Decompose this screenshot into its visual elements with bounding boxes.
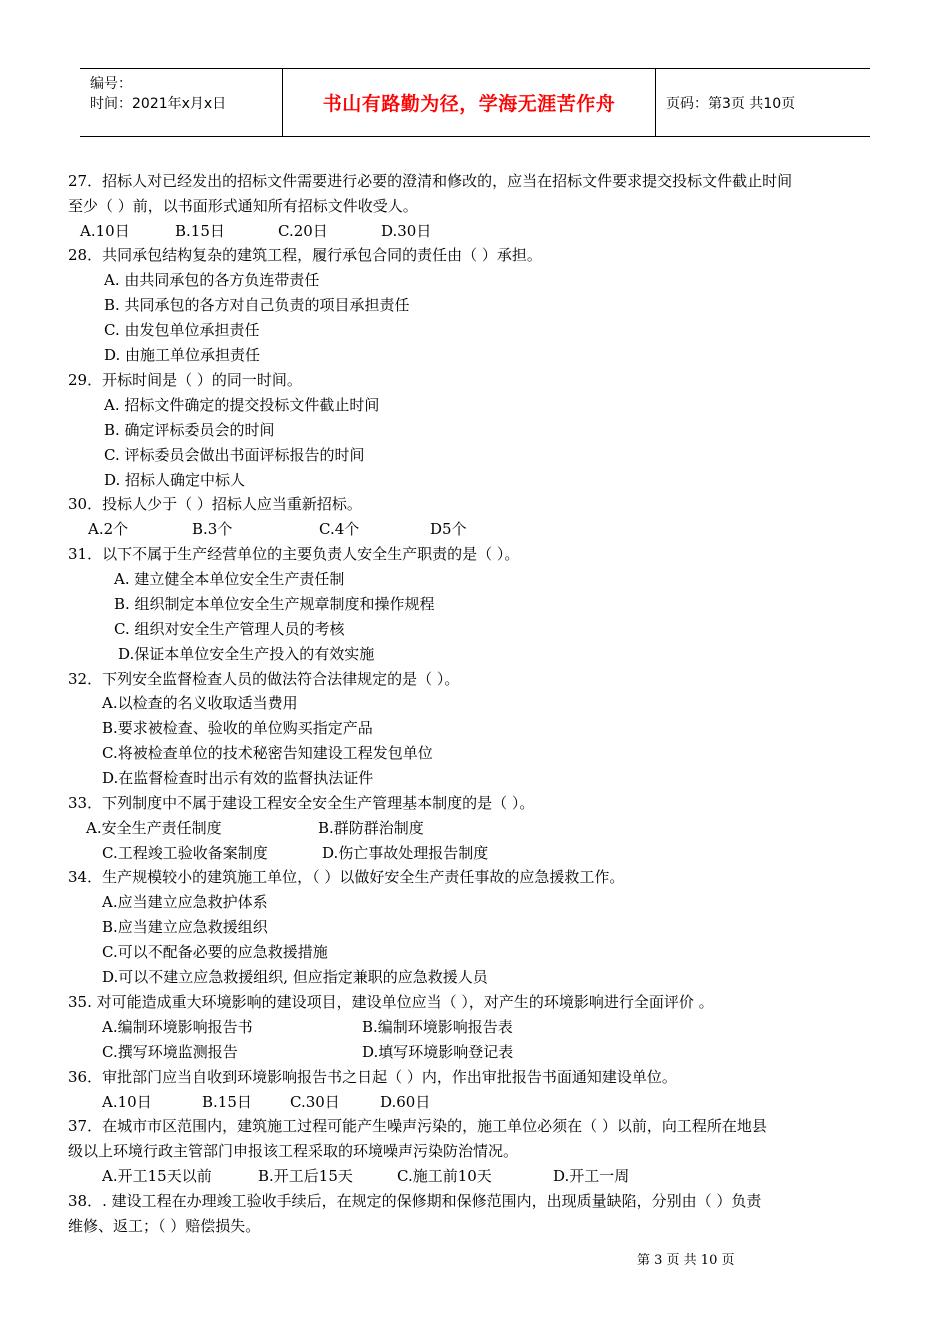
q31-option-b: B. 组织制定本单位安全生产规章制度和操作规程 [114,595,435,613]
q33-option-a: A.安全生产责任制度 [86,819,222,837]
q27-option-b: B.15日 [175,222,225,240]
q31-option-d: D.保证本单位安全生产投入的有效实施 [118,645,375,663]
q36-option-a: A.10日 [102,1093,152,1111]
q34-option-d: D.可以不建立应急救援组织, 但应指定兼职的应急救援人员 [102,968,488,986]
q37-option-a: A.开工15天以前 [102,1167,212,1185]
q34-option-a: A.应当建立应急救护体系 [102,893,268,911]
q33-option-d: D.伤亡事故处理报告制度 [322,844,489,862]
number-label: 编号： [90,76,132,92]
q27-option-c: C.20日 [278,222,328,240]
motto-text: 书山有路勤为径，学海无涯苦作舟 [322,93,616,115]
q37-option-c: C.施工前10天 [397,1167,492,1185]
q28-option-a: A. 由共同承包的各方负连带责任 [104,271,320,289]
q30-option-d: D5个 [430,520,467,538]
q31-option-c: C. 组织对安全生产管理人员的考核 [114,620,345,638]
q36-option-c: C.30日 [290,1093,340,1111]
q34-option-c: C.可以不配备必要的应急救援措施 [102,943,328,961]
q36-stem: 36．审批部门应当自收到环境影响报告书之日起（ ）内，作出审批报告书面通知建设单位。 [68,1068,677,1086]
q32-option-d: D.在监督检查时出示有效的监督执法证件 [102,769,374,787]
q32-option-a: A.以检查的名义收取适当费用 [102,694,298,712]
q29-option-c: C. 评标委员会做出书面评标报告的时间 [104,446,365,464]
q30-stem: 30．投标人少于（ ）招标人应当重新招标。 [68,495,362,513]
q33-option-b: B.群防群治制度 [318,819,424,837]
q33-stem: 33．下列制度中不属于建设工程安全安全生产管理基本制度的是（ ）。 [68,794,535,812]
q36-option-b: B.15日 [202,1093,252,1111]
q29-option-a: A. 招标文件确定的提交投标文件截止时间 [104,396,380,414]
q28-option-b: B. 共同承包的各方对自己负责的项目承担责任 [104,296,410,314]
q32-option-c: C.将被检查单位的技术秘密告知建设工程发包单位 [102,744,433,762]
header-motto-cell [283,69,656,136]
q29-option-d: D. 招标人确定中标人 [104,471,246,489]
time-label: 时间：2021年x月x日 [90,96,227,112]
q34-option-b: B.应当建立应急救援组织 [102,918,268,936]
q28-stem: 28．共同承包结构复杂的建筑工程，履行承包合同的责任由（ ）承担。 [68,246,542,264]
q37-option-d: D.开工一周 [553,1167,630,1185]
q32-stem: 32．下列安全监督检查人员的做法符合法律规定的是（ ）。 [68,670,460,688]
q37-option-b: B.开工后15天 [258,1167,353,1185]
q29-option-b: B. 确定评标委员会的时间 [104,421,275,439]
q32-option-b: B.要求被检查、验收的单位购买指定产品 [102,719,373,737]
q27-option-d: D.30日 [381,222,432,240]
q35-option-b: B.编制环境影响报告表 [362,1018,513,1036]
q27-stem-line2: 至少（ ）前，以书面形式通知所有招标文件收受人。 [68,197,418,215]
q35-option-a: A.编制环境影响报告书 [102,1018,253,1036]
q38-stem-line1: 38．. 建设工程在办理竣工验收手续后，在规定的保修期和保修范围内，出现质量缺陷，分别由（ ）负责 [68,1192,762,1210]
page-footer: 第 3 页 共 10 页 [637,1253,735,1268]
q36-option-d: D.60日 [380,1093,431,1111]
q38-stem-line2: 维修、返工；（ ）赔偿损失。 [68,1217,261,1235]
q37-stem-line2: 级以上环境行政主管部门申报该工程采取的环境噪声污染防治情况。 [68,1142,519,1160]
q35-option-d: D.填写环境影响登记表 [362,1043,514,1061]
header-page-cell [656,69,870,136]
q28-option-c: C. 由发包单位承担责任 [104,321,260,339]
q35-option-c: C.撰写环境监测报告 [102,1043,238,1061]
q27-stem-line1: 27．招标人对已经发出的招标文件需要进行必要的澄清和修改的，应当在招标文件要求提交投标文件截止时间 [68,172,793,190]
q33-option-c: C.工程竣工验收备案制度 [102,844,268,862]
q31-stem: 31．以下不属于生产经营单位的主要负责人安全生产职责的是（ ）。 [68,545,520,563]
document-header [80,68,870,137]
q30-option-a: A.2个 [88,520,129,538]
header-meta-cell [80,69,283,136]
q37-stem-line1: 37．在城市市区范围内，建筑施工过程可能产生噪声污染的，施工单位必须在（ ）以前，向工程所在地县 [68,1117,767,1135]
page-label: 页码：第3页 共10页 [666,95,796,112]
q27-option-a: A.10日 [80,222,130,240]
q28-option-d: D. 由施工单位承担责任 [104,346,261,364]
q34-stem: 34．生产规模较小的建筑施工单位，（ ）以做好安全生产责任事故的应急援救工作。 [68,868,625,886]
q30-option-b: B.3个 [192,520,233,538]
q30-option-c: C.4个 [319,520,360,538]
q29-stem: 29．开标时间是（ ）的同一时间。 [68,371,302,389]
q31-option-a: A. 建立健全本单位安全生产责任制 [114,570,345,588]
q35-stem: 35. 对可能造成重大环境影响的建设项目，建设单位应当（ ），对产生的环境影响进行全面评价 。 [68,993,714,1011]
